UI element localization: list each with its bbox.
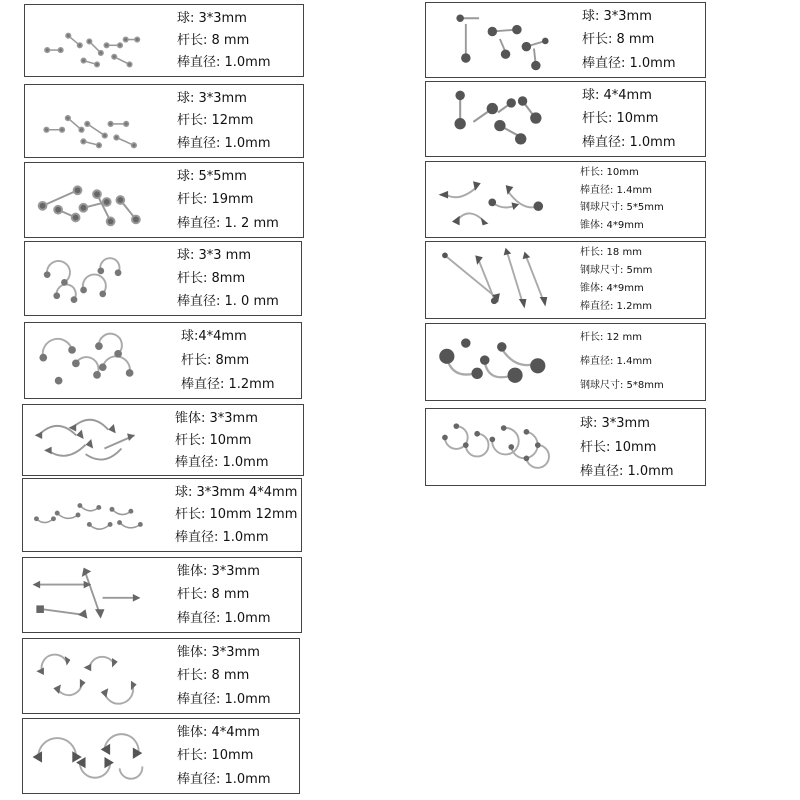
barbell-group-icon — [27, 165, 167, 235]
spec-line: 杆长: 8 mm — [177, 587, 250, 603]
spec-line: 棒直径: 1.2mm — [580, 301, 652, 312]
product-card-l10 — [22, 718, 300, 794]
spec-line: 杆长: 19mm — [177, 192, 254, 208]
product-card-l4 — [24, 241, 302, 316]
spec-line: 棒直径: 1.0mm — [175, 454, 269, 470]
spec-line: 球: 3*3 mm — [177, 248, 252, 263]
curved-barbell-icon — [25, 641, 165, 711]
spec-line: 棒直径: 1.0mm — [177, 136, 271, 152]
spec-line: 棒直径: 1.0mm — [175, 530, 269, 546]
spec-line: 球: 3*3mm — [580, 415, 650, 431]
spec-line: 球: 4*4mm — [582, 88, 652, 104]
spec-line: 杆长: 8 mm — [177, 32, 250, 48]
barbell-group-icon — [27, 87, 167, 155]
product-card-l9 — [22, 638, 300, 714]
product-card-r1 — [425, 2, 706, 78]
product-card-l8 — [22, 557, 302, 633]
spec-line: 棒直径: 1.4mm — [580, 356, 652, 367]
barbell-group-icon — [428, 5, 568, 75]
spec-line: 钢球尺寸: 5*5mm — [580, 202, 664, 214]
spec-line: 锥体: 3*3mm — [175, 410, 258, 426]
spec-line: 杆长: 10mm 12mm — [175, 507, 298, 523]
product-card-l6 — [22, 404, 304, 476]
spec-line: 棒直径: 1.0mm — [177, 610, 271, 626]
barbell-group-icon — [27, 7, 167, 74]
spec-line: 杆长: 10mm — [582, 111, 659, 127]
spec-line: 棒直径: 1.0mm — [582, 55, 676, 71]
spec-line: 锥体: 3*3mm — [177, 564, 260, 580]
product-card-l5 — [24, 322, 302, 399]
spec-line: 锥体: 4*9mm — [580, 283, 644, 294]
barbell-group-icon — [428, 84, 568, 154]
ring-group-icon — [27, 244, 167, 313]
curved-barbell-icon — [428, 326, 568, 398]
spec-line: 球: 3*3mm — [177, 90, 247, 106]
spec-line: 杆长: 10mm — [177, 748, 254, 764]
spec-line: 棒直径: 1. 2 mm — [177, 215, 279, 231]
spec-line: 杆长: 8 mm — [582, 32, 655, 48]
spec-line: 球: 3*3mm 4*4mm — [175, 484, 298, 500]
product-card-l7 — [22, 478, 302, 552]
spec-line: 棒直径: 1.0mm — [582, 134, 676, 150]
spike-barbell-icon — [428, 244, 568, 316]
spec-line: 杆长: 12 mm — [580, 332, 642, 343]
spec-line: 杆长: 8 mm — [177, 668, 250, 684]
spec-line: 球: 3*3mm — [177, 10, 247, 26]
spec-line: 棒直径: 1.0mm — [580, 463, 674, 479]
product-card-r2 — [425, 81, 706, 157]
spec-line: 锥体: 4*4mm — [177, 725, 260, 741]
spec-line: 钢球尺寸: 5*8mm — [580, 380, 664, 391]
spec-line: 锥体: 4*9mm — [580, 220, 644, 232]
spec-line: 球:4*4mm — [181, 329, 247, 345]
spike-barbell-icon — [25, 560, 165, 630]
product-card-r4 — [425, 241, 706, 319]
spec-line: 杆长: 12mm — [177, 113, 254, 129]
spec-line: 棒直径: 1.0mm — [177, 691, 271, 707]
spec-line: 棒直径: 1.4mm — [580, 184, 652, 196]
spec-line: 锥体: 3*3mm — [177, 645, 260, 661]
curved-barbell-icon — [25, 481, 165, 549]
product-card-r6 — [425, 408, 706, 486]
product-card-l1 — [24, 4, 304, 77]
spec-line: 杆长: 8mm — [177, 271, 246, 286]
ring-group-icon — [27, 325, 167, 396]
product-card-r5 — [425, 323, 706, 401]
spec-line: 钢球尺寸: 5mm — [580, 265, 653, 276]
ring-group-icon — [428, 411, 568, 483]
spec-line: 球: 3*3mm — [582, 9, 652, 25]
product-card-r3 — [425, 161, 706, 238]
spec-line: 杆长: 10mm — [175, 432, 252, 448]
spec-line: 杆长: 10mm — [580, 166, 639, 178]
spec-line: 杆长: 10mm — [580, 439, 657, 455]
product-card-l2 — [24, 84, 304, 158]
spec-line: 棒直径: 1. 0 mm — [177, 294, 279, 309]
spec-line: 棒直径: 1.2mm — [181, 376, 275, 392]
spec-line: 杆长: 8mm — [181, 352, 250, 368]
spec-line: 杆长: 18 mm — [580, 247, 642, 258]
spike-barbell-icon — [428, 164, 568, 235]
spec-line: 球: 5*5mm — [177, 169, 247, 185]
curved-barbell-icon — [25, 407, 165, 473]
curved-barbell-icon — [25, 721, 165, 791]
product-card-l3 — [24, 162, 304, 238]
spec-line: 棒直径: 1.0mm — [177, 771, 271, 787]
spec-line: 棒直径: 1.0mm — [177, 55, 271, 71]
